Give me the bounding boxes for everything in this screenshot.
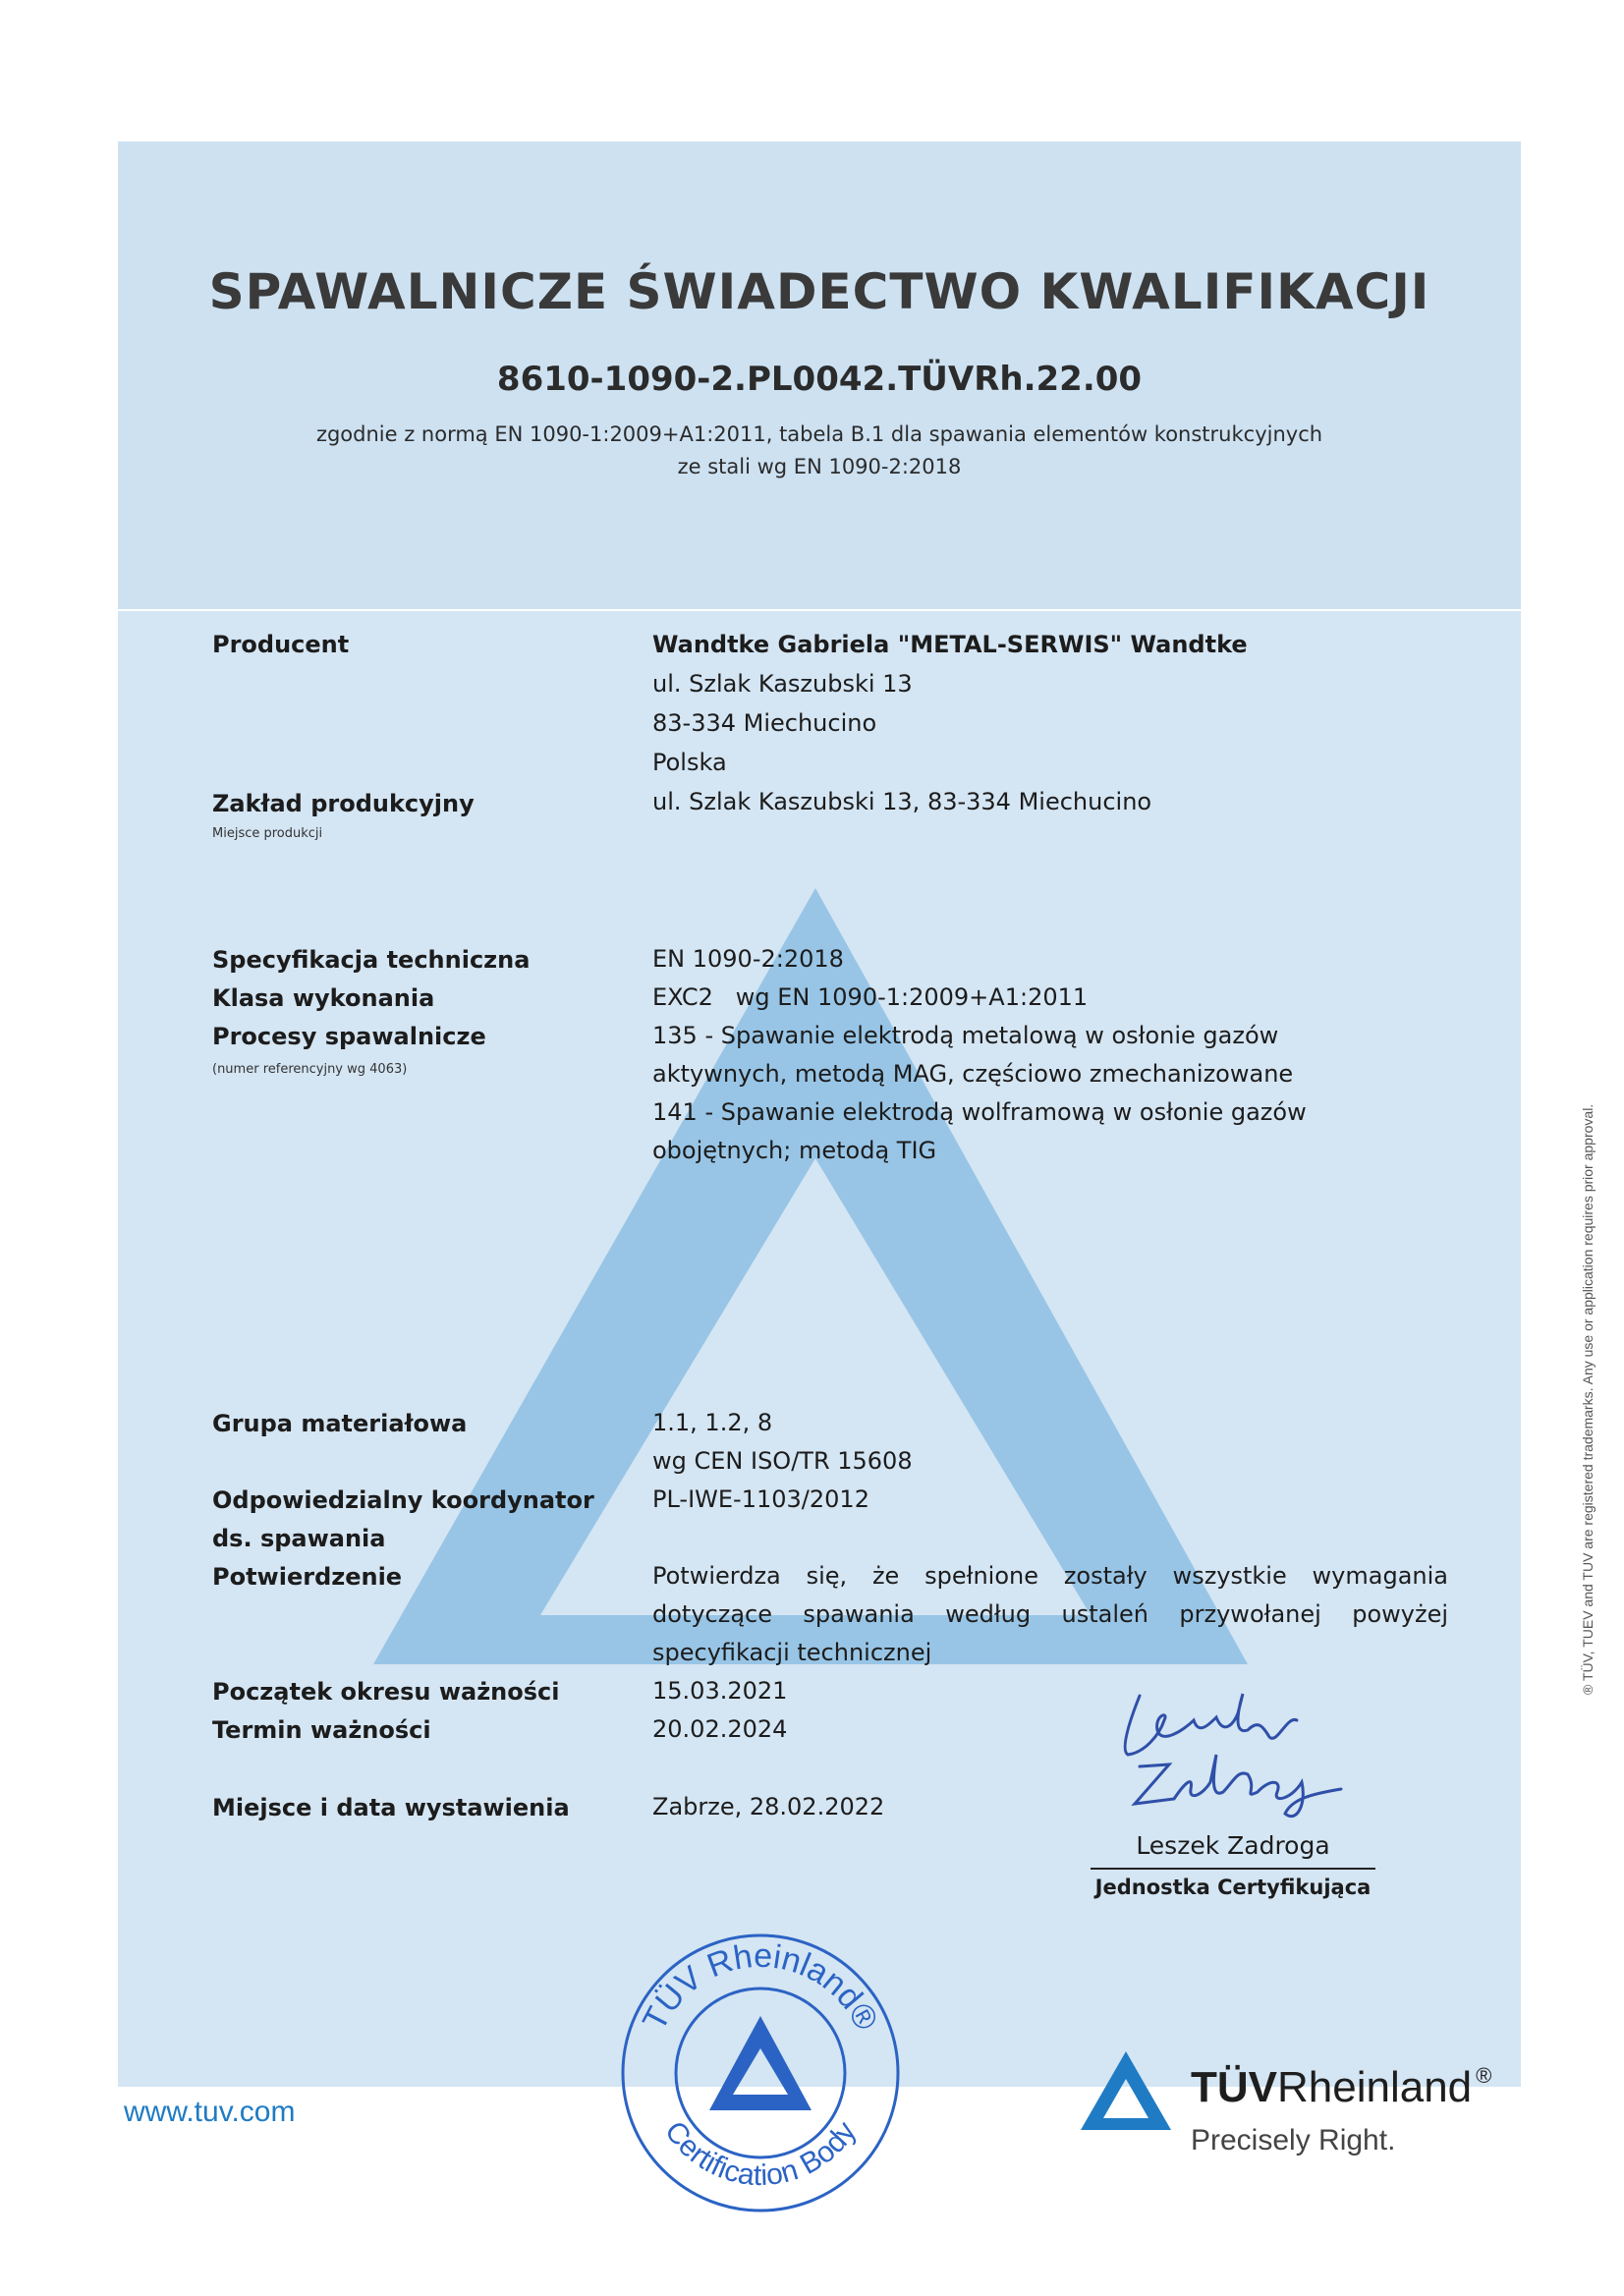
process-line-1: 135 - Spawanie elektrodą metalową w osłonie gazów	[652, 1022, 1279, 1049]
certificate-scope	[118, 419, 1521, 483]
coordinator-value: PL-IWE-1103/2012	[652, 1485, 869, 1513]
brand-bold: TÜV	[1191, 2063, 1277, 2111]
signer-name: Leszek Zadroga	[1136, 1831, 1330, 1860]
svg-text:Certification Body	[658, 2115, 863, 2192]
producer-city: 83-334 Miechucino	[652, 709, 877, 737]
processes-label: Procesy spawalnicze	[212, 1023, 486, 1050]
signer-role: Jednostka Certyfikująca	[1094, 1876, 1372, 1899]
tech-spec-value: EN 1090-2:2018	[652, 945, 844, 973]
scope-line-2: ze stali wg EN 1090-2:2018	[677, 455, 962, 478]
process-line-4: obojętnych; metodą TIG	[652, 1137, 937, 1164]
brand-tagline: Precisely Right.	[1191, 2124, 1396, 2156]
material-group-label: Grupa materiałowa	[212, 1410, 468, 1437]
trademark-note: ® TÜV, TUEV and TUV are registered trademarks. Any use or application requires prior approval.	[1580, 1103, 1596, 1695]
stamp-top-text: TÜV Rheinland®	[635, 1936, 886, 2037]
brand-name	[1191, 2063, 1491, 2112]
header-divider	[118, 609, 1521, 611]
producer-street: ul. Szlak Kaszubski 13	[652, 670, 913, 698]
material-group-value: 1.1, 1.2, 8	[652, 1409, 773, 1436]
validity-end-value: 20.02.2024	[652, 1715, 788, 1743]
issue-label: Miejsce i data wystawienia	[212, 1794, 570, 1821]
execution-class-value: EXC2 wg EN 1090-1:2009+A1:2011	[652, 983, 1089, 1011]
processes-sub-label: (numer referencyjny wg 4063)	[212, 1062, 408, 1077]
plant-label: Zakład produkcyjny	[212, 790, 475, 817]
material-group-ref: wg CEN ISO/TR 15608	[652, 1447, 913, 1475]
plant-sub-label: Miejsce produkcji	[212, 826, 323, 841]
producer-label: Producent	[212, 631, 350, 658]
validity-start-value: 15.03.2021	[652, 1677, 788, 1705]
certificate-title: SPAWALNICZE ŚWIADECTWO KWALIFIKACJI	[208, 263, 1430, 320]
tuv-logo-icon	[1079, 2049, 1173, 2132]
issue-value: Zabrze, 28.02.2022	[652, 1793, 885, 1820]
stamp-bottom-text: Certification Body	[658, 2115, 863, 2193]
process-line-3: 141 - Spawanie elektrodą wolframową w osłonie gazów	[652, 1098, 1307, 1126]
validity-end-label: Termin ważności	[212, 1716, 431, 1744]
certification-body-stamp	[613, 1926, 908, 2220]
coordinator-label: Odpowiedzialny koordynator	[212, 1486, 594, 1514]
signature-line	[1091, 1868, 1375, 1870]
process-line-2: aktywnych, metodą MAG, częściowo zmechanizowane	[652, 1060, 1294, 1088]
plant-address: ul. Szlak Kaszubski 13, 83-334 Miechucino	[652, 788, 1152, 815]
brand-reg-mark: ®	[1476, 2063, 1492, 2088]
execution-class-label: Klasa wykonania	[212, 984, 435, 1012]
certificate-number: 8610-1090-2.PL0042.TÜVRh.22.00	[496, 360, 1143, 399]
producer-name: Wandtke Gabriela "METAL-SERWIS" Wandtke	[652, 631, 1248, 658]
brand-regular: Rheinland	[1277, 2063, 1473, 2111]
coordinator-label-2: ds. spawania	[212, 1525, 386, 1552]
confirmation-text: Potwierdza się, że spełnione zostały wszystkie wymagania dotyczące spawania według ustaleń przywołanej powyżej specyfikacji technicznej	[652, 1562, 1448, 1666]
validity-start-label: Początek okresu ważności	[212, 1678, 560, 1706]
confirmation-label: Potwierdzenie	[212, 1563, 403, 1591]
website-link[interactable]: www.tuv.com	[124, 2096, 296, 2128]
scope-line-1: zgodnie z normą EN 1090-1:2009+A1:2011, tabela B.1 dla spawania elementów konstrukcyjnych	[315, 422, 1323, 446]
tech-spec-label: Specyfikacja techniczna	[212, 946, 531, 974]
handwritten-signature	[1100, 1676, 1395, 1833]
producer-country: Polska	[652, 749, 727, 776]
